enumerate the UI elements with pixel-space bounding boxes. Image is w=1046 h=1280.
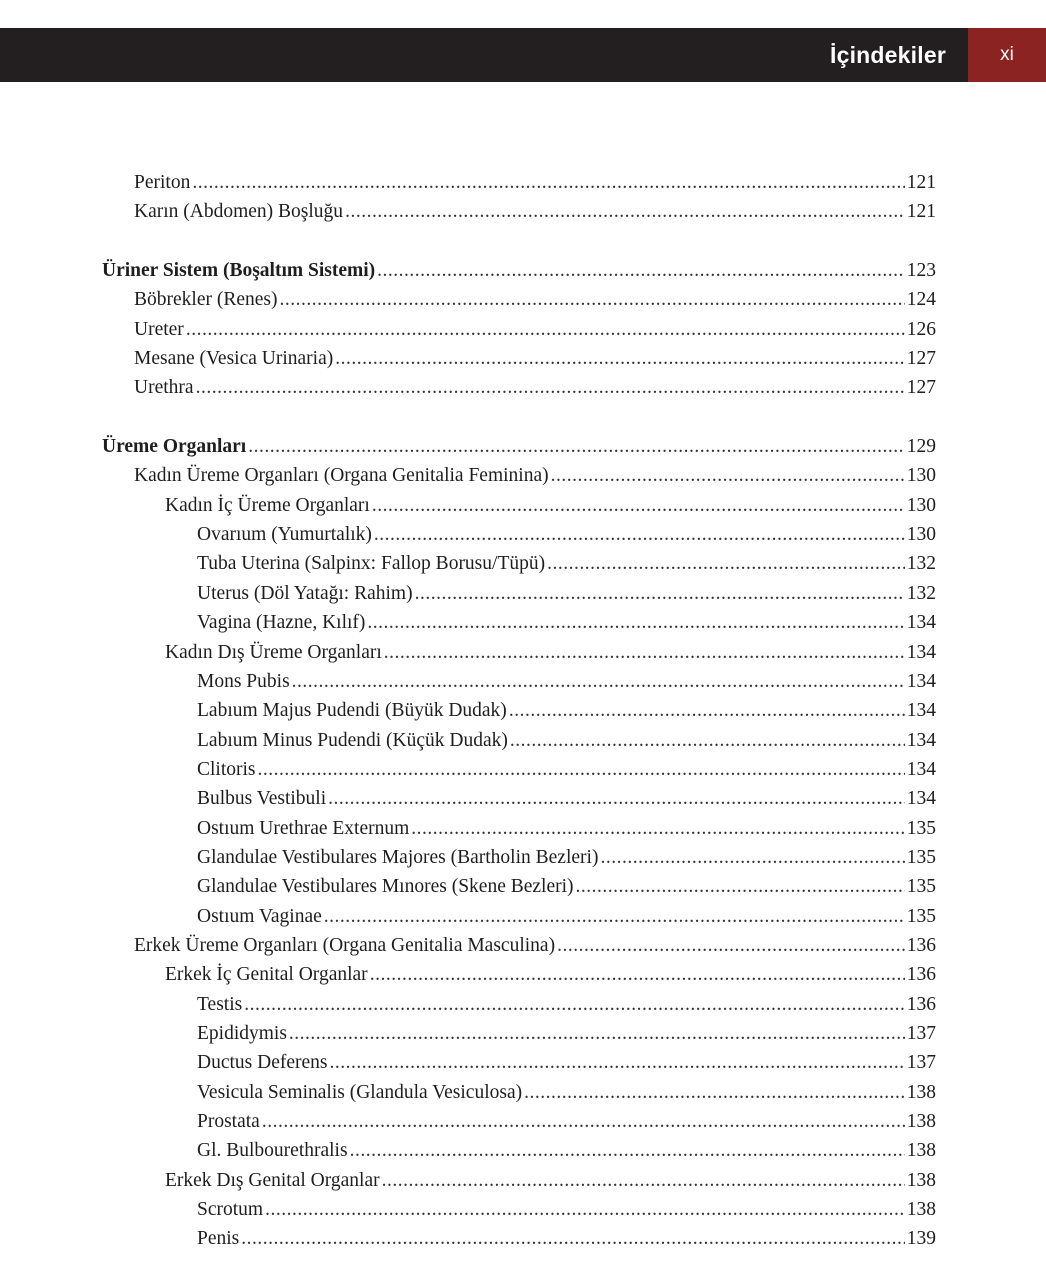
toc-entry[interactable] (102, 285, 936, 314)
dot-leader (192, 168, 904, 197)
toc-entry-title: Üreme Organları (102, 436, 247, 458)
toc-entry[interactable] (102, 1048, 936, 1077)
toc-entry-title: Ostıum Vaginae (197, 905, 322, 927)
dot-leader (510, 726, 905, 755)
dot-leader (345, 197, 905, 226)
toc-entry-page-number: 129 (906, 436, 936, 458)
toc-entry-title: Clitoris (197, 758, 256, 780)
toc-entry-page-number: 137 (906, 1022, 936, 1044)
toc-entry[interactable] (102, 1019, 936, 1048)
toc-entry-title: Kadın İç Üreme Organları (165, 494, 370, 516)
toc-entry-title: Scrotum (197, 1199, 264, 1221)
toc-entry-title: Ureter (134, 318, 184, 340)
toc-entry-title: Glandulae Vestibulares Majores (Bartholin Bezleri) (197, 846, 599, 868)
toc-entry-page-number: 138 (906, 1111, 936, 1132)
toc-entry-page-number: 130 (906, 524, 936, 546)
dot-leader (600, 843, 904, 872)
toc-entry-title: Periton (134, 172, 191, 193)
toc-entry[interactable] (102, 726, 936, 755)
dot-leader (248, 432, 905, 461)
toc-entry-page-number: 121 (906, 201, 936, 223)
toc-entry-title: Ostıum Urethrae Externum (197, 817, 410, 839)
toc-entry[interactable] (102, 1224, 936, 1253)
toc-entry-title: Üriner Sistem (Boşaltım Sistemi) (102, 260, 376, 282)
toc-entry-title: Prostata (197, 1111, 260, 1132)
toc-entry-title: Epididymis (197, 1022, 287, 1044)
toc-entry[interactable] (102, 931, 936, 960)
toc-entry[interactable] (102, 344, 936, 373)
dot-leader (377, 256, 905, 285)
toc-entry[interactable] (102, 168, 936, 197)
toc-entry[interactable] (102, 373, 936, 402)
dot-leader (524, 1078, 905, 1107)
toc-entry-page-number: 134 (906, 641, 936, 663)
toc-entry-title: Vesicula Seminalis (Glandula Vesiculosa) (197, 1081, 523, 1103)
toc-entry-title: Mons Pubis (197, 670, 290, 692)
toc-entry-page-number: 135 (906, 817, 936, 839)
toc-entry-title: Kadın Dış Üreme Organları (165, 641, 382, 663)
dot-leader (384, 638, 905, 667)
toc-entry[interactable] (102, 843, 936, 872)
dot-leader (374, 520, 905, 549)
toc-entry-page-number: 123 (906, 260, 936, 282)
toc-entry-title: Tuba Uterina (Salpinx: Fallop Borusu/Tüpü) (197, 553, 546, 575)
toc-entry-title: Böbrekler (Renes) (134, 289, 278, 311)
dot-leader (350, 1136, 905, 1165)
toc-entry-title: Bulbus Vestibuli (197, 788, 327, 810)
dot-leader (289, 1019, 905, 1048)
dot-leader (262, 1107, 905, 1136)
toc-entry-page-number: 121 (906, 172, 936, 193)
toc-entry-title: Vagina (Hazne, Kılıf) (197, 612, 366, 634)
dot-leader (415, 579, 905, 608)
toc-entry-page-number: 137 (906, 1052, 936, 1074)
toc-entry-page-number: 127 (906, 377, 936, 399)
toc-entry-title: Ductus Deferens (197, 1052, 328, 1074)
toc-entry-title: Erkek Üreme Organları (Organa Genitalia Masculina) (134, 934, 556, 956)
toc-entry-title: Erkek İç Genital Organlar (165, 964, 368, 986)
toc-entry[interactable] (102, 1136, 936, 1165)
toc-entry[interactable] (102, 197, 936, 226)
dot-leader (196, 373, 905, 402)
toc-entry-title: Urethra (134, 377, 194, 399)
dot-leader (551, 461, 905, 490)
toc-entry-page-number: 134 (906, 612, 936, 634)
toc-section-entry[interactable] (102, 432, 936, 461)
toc-entry-page-number: 134 (906, 700, 936, 722)
toc-entry[interactable] (102, 461, 936, 490)
dot-leader (265, 1195, 905, 1224)
dot-leader (186, 315, 905, 344)
toc-entry-page-number: 134 (906, 670, 936, 692)
toc-entry-page-number: 138 (906, 1140, 936, 1162)
toc-entry[interactable] (102, 608, 936, 637)
toc-entry-title: Gl. Bulbourethralis (197, 1140, 348, 1162)
toc-entry[interactable] (102, 549, 936, 578)
toc-entry-page-number: 134 (906, 758, 936, 780)
dot-leader (328, 784, 905, 813)
table-of-contents (102, 168, 936, 1254)
toc-entry[interactable] (102, 902, 936, 931)
toc-entry[interactable] (102, 1107, 936, 1136)
dot-leader (244, 990, 905, 1019)
toc-entry-page-number: 132 (906, 582, 936, 604)
toc-section-entry[interactable] (102, 256, 936, 285)
toc-entry-page-number: 127 (906, 348, 936, 370)
dot-leader (372, 491, 905, 520)
toc-entry-page-number: 132 (906, 553, 936, 575)
toc-entry-title: Testis (197, 993, 243, 1015)
toc-entry[interactable] (102, 579, 936, 608)
page-header (0, 28, 1046, 82)
toc-entry-page-number: 135 (906, 876, 936, 898)
toc-entry-title: Uterus (Döl Yatağı: Rahim) (197, 582, 413, 604)
toc-entry-page-number: 135 (906, 846, 936, 868)
toc-entry[interactable] (102, 520, 936, 549)
dot-leader (411, 814, 904, 843)
dot-leader (335, 344, 905, 373)
dot-leader (324, 902, 905, 931)
toc-entry[interactable] (102, 638, 936, 667)
dot-leader (547, 549, 905, 578)
dot-leader (241, 1224, 904, 1253)
toc-entry-title: Labıum Majus Pudendi (Büyük Dudak) (197, 700, 507, 722)
toc-entry-page-number: 126 (906, 318, 936, 340)
page-number-tab: xi (968, 28, 1046, 82)
toc-entry-title: Penis (197, 1228, 240, 1250)
toc-entry[interactable] (102, 667, 936, 696)
dot-leader (576, 872, 905, 901)
toc-entry-page-number: 134 (906, 788, 936, 810)
toc-entry-title: Glandulae Vestibulares Mınores (Skene Bezleri) (197, 876, 574, 898)
toc-entry-page-number: 138 (906, 1199, 936, 1221)
toc-entry[interactable] (102, 1166, 936, 1195)
toc-entry-page-number: 136 (906, 964, 936, 986)
toc-entry-title: Ovarıum (Yumurtalık) (197, 524, 372, 546)
dot-leader (509, 696, 905, 725)
toc-entry[interactable] (102, 315, 936, 344)
toc-entry[interactable] (102, 696, 936, 725)
toc-entry-page-number: 138 (906, 1081, 936, 1103)
dot-leader (292, 667, 905, 696)
dot-leader (280, 285, 905, 314)
dot-leader (382, 1166, 905, 1195)
toc-entry[interactable] (102, 872, 936, 901)
dot-leader (370, 960, 905, 989)
dot-leader (367, 608, 904, 637)
toc-entry-page-number: 135 (906, 905, 936, 927)
toc-entry-page-number: 124 (906, 289, 936, 311)
toc-entry[interactable] (102, 1078, 936, 1107)
toc-entry[interactable] (102, 1195, 936, 1224)
toc-entry-title: Kadın Üreme Organları (Organa Genitalia Feminina) (134, 465, 549, 487)
toc-entry[interactable] (102, 755, 936, 784)
toc-entry[interactable] (102, 990, 936, 1019)
toc-entry-page-number: 139 (906, 1228, 936, 1250)
dot-leader (258, 755, 905, 784)
running-head-title: İçindekiler (830, 42, 946, 68)
toc-entry-page-number: 134 (906, 729, 936, 751)
toc-entry-page-number: 136 (906, 993, 936, 1015)
toc-entry[interactable] (102, 784, 936, 813)
dot-leader (557, 931, 905, 960)
toc-entry-page-number: 130 (906, 494, 936, 516)
toc-entry-title: Mesane (Vesica Urinaria) (134, 348, 334, 370)
toc-entry-title: Karın (Abdomen) Boşluğu (134, 201, 344, 223)
toc-entry[interactable] (102, 960, 936, 989)
toc-entry[interactable] (102, 491, 936, 520)
toc-entry-page-number: 138 (906, 1169, 936, 1191)
dot-leader (330, 1048, 905, 1077)
toc-entry-title: Labıum Minus Pudendi (Küçük Dudak) (197, 729, 508, 751)
toc-entry[interactable] (102, 814, 936, 843)
toc-entry-title: Erkek Dış Genital Organlar (165, 1169, 380, 1191)
toc-entry-page-number: 136 (906, 934, 936, 956)
toc-entry-page-number: 130 (906, 465, 936, 487)
